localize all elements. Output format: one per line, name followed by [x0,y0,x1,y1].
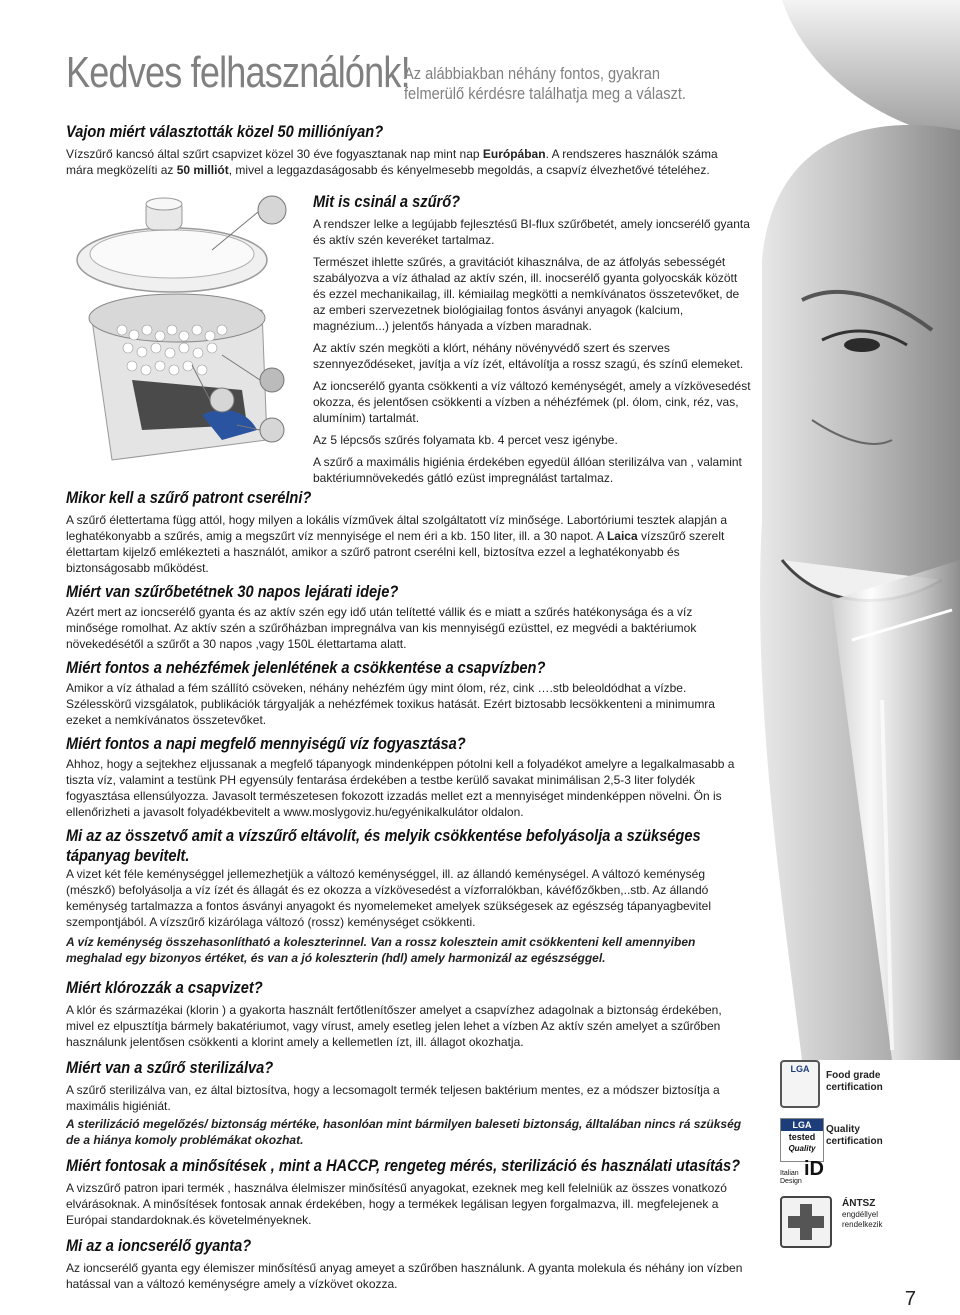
why-text-bold: 50 milliót [176,163,229,177]
cross-horizontal [788,1216,824,1228]
cert-label-line: engdéllyel [842,1210,879,1219]
food-grade-label [826,1070,883,1094]
why-text [66,146,756,178]
quality-text: A vizszűrő patron ipari termék , használva élelmiszer minősítésű anyagokat, ezeknek meg kell felelniük az összes vonatkozó elvárásoknak. A minősítések fontosak annak érdekében, hogy a termékek legálisan legyen forgalmazva, ill. megfelejenek a Európai standardoknak.és követelményeknek. [66,1181,727,1227]
sterile-text: A szűrő sterilizálva van, ez által biztosítva, hogy a lecsomagolt termék teljesen baktérium mentes, ez a módszer biztosítja a maximális higiéniát. [66,1083,720,1113]
page-title: Kedves felhasználónk! [66,48,410,97]
hardness-note: A víz keménység összehasonlítható a koleszterinnel. Van a rossz kolesztein amit csökkenteni kell amennyiben meghalad egy bizonyos értéket, és van a jó koleszterin (hdl) amely harmonizál az egészséggel. [66,935,696,965]
sterile-note: A sterilizáció megelőzés/ biztonság mértéke, hasonlóan mint bármilyen baleseti biztonság, álltalában nincs rá szükség de a hiánya komoly problémákat okozhat. [66,1117,742,1147]
cert-label-line: rendelkezik [842,1220,883,1229]
id-text: iD [804,1158,824,1180]
cert-small-line: Italian [780,1170,799,1177]
when-text-part: vízszűrő szerelt élettartam kijelző emlékezteti a használót, amikor a szűrő patront cserélni kell, biztosítva ezzel a leghatékonyabb és biztonságosabb működést. [66,529,725,575]
subtitle-line: Az alábbiakban néhány fontos, gyakran [404,64,661,83]
page-subtitle [404,64,714,104]
filter-cartridge-illustration [72,190,312,480]
subtitle-line: felmerülő kérdésre találhatja meg a választ. [404,84,686,103]
chlorine-heading: Miért klórozzák a csapvizet? [66,978,263,997]
resin-text: Az ioncserélő gyanta egy élemiszer minősítésű anyag ameyet a szűrőben használunk. A gyanta molekula és néhány ion vízben hatással van a változó keménységre amely a vízkövet okozza. [66,1261,743,1291]
what-paragraph: Az ioncserélő gyanta csökkenti a víz változó keménységét, amely a vízkövesedést okozza, és jelentősen csökkenti a vízben a néhézfémek (pl. ólom, cink, réz, vas, alumínim) tartalmát. [313,379,751,425]
why-text-part: mára megközelíti az [66,163,177,177]
quality-heading: Miért fontosak a minősítések , mint a HACCP, rengeteg mérés, sterilizáció és használati utasítás? [66,1156,741,1175]
expiry-heading: Miért van szűrőbetétnek 30 napos lejárati ideje? [66,582,399,601]
resin-heading: Mi az a ioncserélő gyanta? [66,1236,252,1255]
cert-small-line: Design [780,1178,802,1185]
daily-text: Ahhoz, hogy a sejtekhez eljussanak a megfelő tápanyogk mindenképpen pótolni kell a folyadékot amelyre a legalkalmasabb a tiszta víz, valamint a testünk PH egyensúly fentarása érdekében a testbe kerülő savakat minimálisan 2,5-3 liter folydék fogyasztása ellensúlyozza. Javasolt természetesen fokozott izzadás mellet ezt a mennyiséget mindenképpen növelni. Ön is ellenőrizheti a javasolt folyadékbevitelt a www.moslygoviz.hu/egyénikalkulátor oldalon. [66,757,735,819]
what-paragraph: A szűrő a maximális higiénia érdekében egyedül állóan sterilizálva van , valamint baktériumnövekedés gátló ezüst impregnálást tartalmaz. [313,455,742,485]
italian-design-text [780,1170,802,1186]
tested-text: tested [788,1132,816,1142]
cert-label-line: Food grade [826,1070,881,1081]
lga-text: LGA [781,1119,823,1131]
metals-heading: Miért fontos a nehézfémek jelenlétének a csökkentése a csapvízben? [66,658,546,677]
why-heading: Vajon miért választották közel 50 millióníyan? [66,122,384,141]
hardness-heading: Mi az az összetvő amit a vízszűrő eltávolít, és melyik csökkentése befolyásolja a szükséges tápanyag bevitelt. [66,826,701,865]
quality-label [826,1124,883,1148]
page-number: 7 [904,1288,916,1310]
what-text-column [313,216,753,492]
cert-label-line: certification [826,1082,883,1093]
metals-text: Amikor a víz áthalad a fém szállító csöveken, néhány nehézfém úgy mint ólom, réz, cink ….stb beleoldódhat a vízbe. Szélesskörű vizsgálatok, publikációk tárgyalják a nehézfémek toxikus hatását. Ezért biztosabb lecsökkenteni a minimumra ezeket a nemkívánatos összetevőket. [66,681,715,727]
antsz-cross-logo [780,1196,832,1248]
italian-design-logo [780,1158,826,1188]
why-text-part: , mivel a leggazdaságosabb és kényelmesebb megoldás, a csapvíz élvezhetővé tételéhez. [228,163,710,177]
quality-script-text: Quality [788,1144,816,1153]
what-heading: Mit is csinál a szűrő? [313,192,461,211]
when-text-bold: Laica [606,529,638,543]
what-paragraph: Természet ihlette szűrés, a gravitációt kihasználva, de az átfolyás sebességét szabályozva a víz áthalad az aktív szén, ill. inocserélő gyanta golyocskák között és ezzel mechanikailag, ill. kémiailag megkötti a nemkívánatos összetevőket, de az emberi szervezetnek biológiailag fontos ásványi anyagok (kalcium, magnézium...) jelentős hányada a vízben maradnak. [313,255,740,333]
what-paragraph: A rendszer lelke a legújabb fejlesztésű BI-flux szűrőbetét, amely ioncserélő gyanta és aktív szén keveréket tartalmaz. [313,217,750,247]
cert-label-line: ÁNTSZ [842,1198,876,1209]
woman-drinking-photo [742,0,960,1060]
what-paragraph: Az 5 lépcsős szűrés folyamata kb. 4 percet vesz igénybe. [313,433,618,447]
lga-text: LGA [790,1064,810,1074]
when-heading: Mikor kell a szűrő patront cserélni? [66,488,312,507]
expiry-text: Azért mert az ioncserélő gyanta és az aktív szén egy idő után telítetté vállik és e miatt a szűrés hatékonysága és a víz minősége romolhat. Az aktív szén a szűrőházban impregnálva van kis mennyiségű ezüsttel, ez megvédi a baktériumok növekedésétől a szűrőt a 30 napos ,vagy 150L élettartama alatt. [66,605,697,651]
why-text-part: Vízszűrő kancsó által szűrt csapvizet közel 30 éve fogyasztanak nap mint nap [66,147,483,161]
antsz-label [842,1198,882,1230]
what-paragraph: Az aktív szén megköti a klórt, néhány növényvédő szert és szerves szennyeződéseket, javítja a víz ízét, eltávolítja a rossz szagú, és színű elemeket. [313,341,744,371]
lga-food-grade-logo [780,1060,820,1108]
sterile-heading: Miért van a szűrő sterilizálva? [66,1058,274,1077]
cert-label-line: certification [826,1136,883,1147]
daily-heading: Miért fontos a napi megfelő mennyiségű víz fogyasztása? [66,734,466,753]
when-text-part: A szűrő élettertama függ attól, hogy milyen a lokális vízművek által szolgáltatott víz minősége. Labortóriumi tesztek alapján a leghatékonyabb a szűrés, amig a megszűrt víz mennyisége el nem éri a kb. 150 liter, ill. a 30 napot. A [66,513,727,543]
hardness-text: A vizet két féle keménységgel jellemezhetjük a változó keménységgel, ill. az állandó keménységel. A változó keménység (mészkő) befolyásolja a víz ízét és állagát és ez okozza a vízkövesedést a vízforralókban, kávéfőzőkben,..stb. Az állandó keménység tartalmazza a fontos ásványi anyagokt és nyomelemeket amelyek szükségesek az egészség tápanyagbevitel szempontjából. A vízszűrő kizárólaga változó (rossz) keménységet csökkenti. [66,867,712,929]
why-text-part: . A rendszeres használók száma [545,147,718,161]
chlorine-text: A klór és származékai (klorin ) a gyakorta használt fertőtlenítőszer amelyet a csapvízhez adagolnak a biztonság érdekében, mivel ez elpusztítja bármely bakatériumot, vagy vírust, amely esetleg jelen lehet a vízben Az aktív szén amelyet a szűrőben használunk jelentősen csökkenti a klorint amely a kellemetlen ízt, ill. állagot okozhatja. [66,1003,722,1049]
why-text-bold: Európában [482,147,546,161]
cert-label-line: Quality [826,1124,860,1135]
lga-tested-quality-logo [780,1118,824,1162]
when-text [66,512,746,576]
